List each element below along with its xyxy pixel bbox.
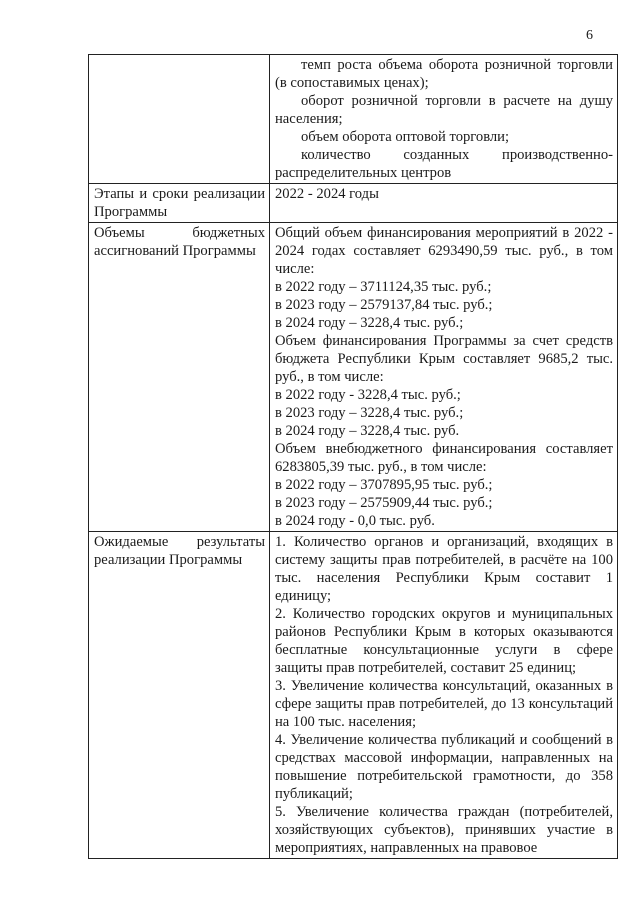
table-row-indicators bbox=[89, 55, 618, 184]
budget-paragraph: в 2022 году - 3228,4 тыс. руб.; bbox=[275, 387, 461, 403]
row-label-stages: Этапы и сроки реализации Программы bbox=[89, 184, 270, 223]
indicator-paragraph: темп роста объема оборота розничной торговли (в сопоставимых ценах); bbox=[275, 57, 613, 91]
indicator-paragraph: количество созданных производственно-распределительных центров bbox=[275, 147, 613, 181]
budget-paragraph: в 2024 году – 3228,4 тыс. руб. bbox=[275, 423, 460, 439]
table-row-stages bbox=[89, 184, 618, 223]
result-paragraph: 4. Увеличение количества публикаций и сообщений в средствах массовой информации, направленных на повышение потребительской грамотности, до 358 публикаций; bbox=[275, 732, 613, 802]
row-label-empty bbox=[89, 55, 270, 184]
result-paragraph: 5. Увеличение количества граждан (потребителей, хозяйствующих субъектов), принявших участие в мероприятиях, направленных на правовое bbox=[275, 804, 613, 856]
result-paragraph: 2. Количество городских округов и муниципальных районов Республики Крым в которых оказываются бесплатные консультационные услуги в сфере защиты прав потребителей, составит 25 единиц; bbox=[275, 606, 613, 676]
table-row-results bbox=[89, 532, 618, 859]
row-label-budget: Объемы бюджетных ассигнований Программы bbox=[89, 223, 270, 532]
stages-paragraph: 2022 - 2024 годы bbox=[275, 186, 379, 202]
budget-paragraph: в 2022 году – 3707895,95 тыс. руб.; bbox=[275, 477, 493, 493]
budget-paragraph: Объем внебюджетного финансирования составляет 6283805,39 тыс. руб., в том числе: bbox=[275, 441, 613, 475]
row-value-results bbox=[270, 532, 618, 859]
budget-paragraph: в 2023 году – 3228,4 тыс. руб.; bbox=[275, 405, 464, 421]
table-row-budget bbox=[89, 223, 618, 532]
row-label-results: Ожидаемые результаты реализации Программы bbox=[89, 532, 270, 859]
budget-paragraph: Общий объем финансирования мероприятий в 2022 - 2024 годах составляет 6293490,59 тыс. руб., в том числе: bbox=[275, 225, 613, 277]
indicator-paragraph: объем оборота оптовой торговли; bbox=[301, 129, 510, 145]
program-passport-table bbox=[88, 54, 618, 859]
budget-paragraph: в 2022 году – 3711124,35 тыс. руб.; bbox=[275, 279, 492, 295]
budget-paragraph: в 2023 году – 2575909,44 тыс. руб.; bbox=[275, 495, 493, 511]
budget-paragraph: в 2024 году – 3228,4 тыс. руб.; bbox=[275, 315, 464, 331]
result-paragraph: 1. Количество органов и организаций, входящих в систему защиты прав потребителей, в расчёте на 100 тыс. населения Республики Крым составит 1 единицу; bbox=[275, 534, 613, 604]
page-number: 6 bbox=[586, 28, 593, 43]
budget-paragraph: в 2023 году – 2579137,84 тыс. руб.; bbox=[275, 297, 493, 313]
row-value-budget bbox=[270, 223, 618, 532]
row-value-indicators bbox=[270, 55, 618, 184]
budget-paragraph: Объем финансирования Программы за счет средств бюджета Республики Крым составляет 9685,2 тыс. руб., в том числе: bbox=[275, 333, 613, 385]
result-paragraph: 3. Увеличение количества консультаций, оказанных в сфере защиты прав потребителей, до 13 консультаций на 100 тыс. населения; bbox=[275, 678, 613, 730]
row-value-stages bbox=[270, 184, 618, 223]
indicator-paragraph: оборот розничной торговли в расчете на душу населения; bbox=[275, 93, 613, 127]
budget-paragraph: в 2024 году - 0,0 тыс. руб. bbox=[275, 513, 435, 529]
